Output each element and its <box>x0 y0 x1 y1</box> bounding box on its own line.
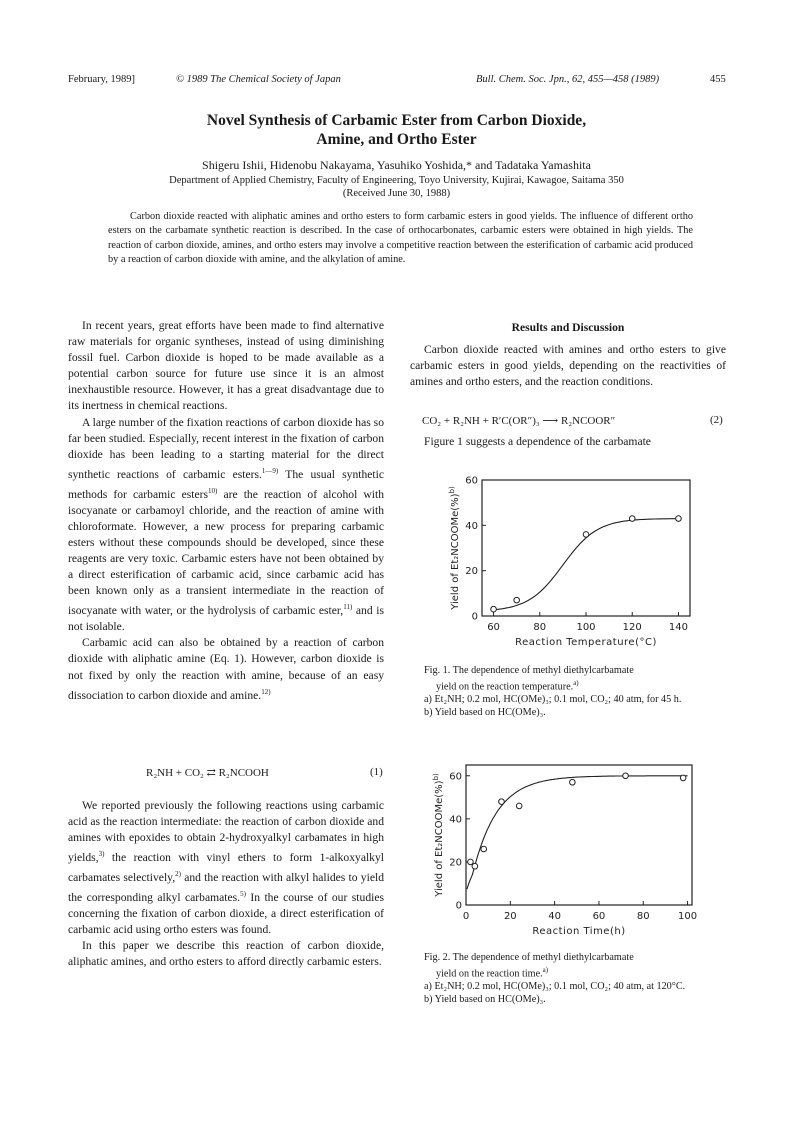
intro-paragraph-5: In this paper we describe this reaction of carbon dioxide, aliphatic amines, and ortho esters to afford directly carbamic esters. <box>68 939 384 969</box>
y-axis-label: Yield of Et₂NCOOMe(%)$^{b)}$ <box>448 486 461 610</box>
data-point <box>516 803 522 809</box>
figure-2-chart <box>426 755 716 945</box>
results-paragraph-1: Carbon dioxide reacted with amines and ortho esters to give carbamic esters in good yields, depending on the reactivities of amines and ortho esters, and the reaction conditions. <box>410 343 726 389</box>
x-axis-label: Reaction Time(h) <box>532 926 626 937</box>
data-point <box>583 532 589 538</box>
y-tick-label: 60 <box>449 771 462 783</box>
article-title-line1: Novel Synthesis of Carbamic Ester from Carbon Dioxide, <box>206 112 587 129</box>
equation-2: CO₂ + R₂NH + R′C(OR″)₃ ⟶ R₂NCOOR″ <box>422 415 616 427</box>
y-tick-label: 20 <box>465 566 478 578</box>
data-point <box>570 779 576 785</box>
x-axis-label: Reaction Temperature(°C) <box>515 637 657 648</box>
left-column-lower <box>68 798 384 971</box>
header-date: February, 1989] <box>68 74 135 85</box>
y-tick-label: 0 <box>455 900 462 912</box>
left-column <box>68 318 384 704</box>
equation-2-number: (2) <box>710 414 723 426</box>
y-tick-label: 20 <box>449 857 462 869</box>
intro-paragraph-3: Carbamic acid can also be obtained by a reaction of carbon dioxide with aliphatic amine (Eq. 1). However, carbon dioxide is not fixed by only the reaction with amine, because of an easy dissociation to carbon dioxide and amine.$^{12)}$ <box>68 636 384 702</box>
figure-1-chart <box>426 470 706 660</box>
y-tick-label: 60 <box>465 475 478 487</box>
data-point <box>629 516 635 522</box>
header-copyright: © 1989 The Chemical Society of Japan <box>176 74 341 85</box>
x-tick-label: 80 <box>636 911 650 922</box>
x-tick-label: 80 <box>533 622 547 633</box>
data-point <box>680 775 686 781</box>
y-tick-label: 40 <box>465 520 478 532</box>
data-point <box>481 846 487 852</box>
data-point <box>623 773 629 779</box>
equation-1: R₂NH + CO₂ ⇄ R₂NCOOH <box>146 767 269 779</box>
data-point <box>514 597 520 603</box>
header-journal: Bull. Chem. Soc. Jpn., 62, 455—458 (1989) <box>476 74 660 85</box>
figure-1-caption: Fig. 1. The dependence of methyl diethylcarbamate yield on the reaction temperature.$^{a)}$ a) Et₂NH; 0.2 mol, HC(OMe)₃; 0.1 mol, CO₂; 40 atm, for 45 h. b) Yield based on HC(OMe)₃. <box>424 665 682 719</box>
chart-frame <box>482 480 690 616</box>
header-page-number: 455 <box>710 74 726 85</box>
equation-1-number: (1) <box>370 766 383 778</box>
data-point <box>499 799 505 805</box>
x-tick-label: 60 <box>592 911 606 922</box>
x-tick-label: 120 <box>622 622 642 633</box>
data-point <box>468 859 474 865</box>
y-axis-label: Yield of Et₂NCOOMe(%)$^{b)}$ <box>432 773 445 897</box>
chart-frame <box>466 765 692 905</box>
figure-2-caption: Fig. 2. The dependence of methyl diethylcarbamate yield on the reaction time.$^{a)}$ a) Et₂NH; 0.2 mol, HC(OMe)₃; 0.1 mol, CO₂; 40 atm, at 120°C. b) Yield based on HC(OMe)₃. <box>424 952 686 1006</box>
y-tick-label: 0 <box>471 611 478 623</box>
x-tick-label: 20 <box>503 911 517 922</box>
intro-paragraph-1: In recent years, great efforts have been made to find alternative raw materials for organic syntheses, instead of using diminishing fossil fuel. Carbon dioxide is hoped to be made available as a potential carbon source for future use since it is an almost inexhaustible resource. However, it has a great disadvantage due to its inertness in chemical reactions. <box>68 319 384 413</box>
intro-paragraph-2: A large number of the fixation reactions of carbon dioxide has so far been studied. Especially, recent interest in the fixation of carbon dioxide has been leading to a starting material for the direct synthetic reactions of carbamic esters.$^{1—9)}$ The usual synthetic methods for carbamic esters$^{10)}$ are the reaction of alcohol with isocyanate or carbamoyl chloride, and the reaction of amine with chloroformate. However, a new process for preparing carbamic esters without these compounds should be developed, since these reagents are very toxic. Carbamic esters have not been obtained by a direct esterification of carbamic acid, since carbamic acid has been known only as a transient intermediate in the reaction of isocyanate with water, or the hydrolysis of carbamic ester,$^{11)}$ and is not isolable. <box>68 415 384 634</box>
results-paragraph-2: Figure 1 suggests a dependence of the carbamate <box>424 435 651 448</box>
x-tick-label: 100 <box>576 622 596 633</box>
y-tick-label: 40 <box>449 814 462 826</box>
received-date: (Received June 30, 1988) <box>342 188 451 199</box>
x-tick-label: 140 <box>668 622 688 633</box>
x-tick-label: 0 <box>462 911 470 922</box>
data-point <box>491 606 497 612</box>
section-heading: Results and Discussion <box>511 321 625 334</box>
x-tick-label: 60 <box>487 622 500 633</box>
data-point <box>676 516 682 522</box>
fit-curve <box>467 776 688 889</box>
authors: Shigeru Ishii, Hidenobu Nakayama, Yasuhiko Yoshida,* and Tadataka Yamashita <box>202 158 591 172</box>
article-title-line2: Amine, and Ortho Ester <box>316 131 477 148</box>
data-point <box>472 863 478 869</box>
affiliation: Department of Applied Chemistry, Faculty of Engineering, Toyo University, Kujirai, Kawagoe, Saitama 350 <box>169 175 624 186</box>
intro-paragraph-4: We reported previously the following reactions using carbamic acid as the reaction intermediate: the reaction of carbon dioxide and amines with epoxides to obtain 2-hydroxyalkyl carbamates in high yields,$^{3)}$ the reaction with vinyl ethers to form 1-alkoxyalkyl carbamates selectively,$^{2)}$ and the reaction with alkyl halides to yield the corresponding alkyl carbamates.$^{5)}$ In the course of our studies concerning the fixation of carbon dioxide, a direct esterification of carbamic acid using ortho esters was found. <box>68 799 384 937</box>
x-tick-label: 40 <box>548 911 561 922</box>
abstract: Carbon dioxide reacted with aliphatic amines and ortho esters to form carbamic esters in good yields. The influence of different ortho esters on the carbamate synthetic reaction is described. In the case of orthocarbonates, carbamic esters were obtained in high yields. The reaction of carbon dioxide, amines, and ortho esters may involve a competitive reaction between the esterification of carbamic acid produced by a reaction of carbon dioxide with amine, and the alkylation of amine. <box>108 211 693 265</box>
x-tick-label: 100 <box>678 911 698 922</box>
